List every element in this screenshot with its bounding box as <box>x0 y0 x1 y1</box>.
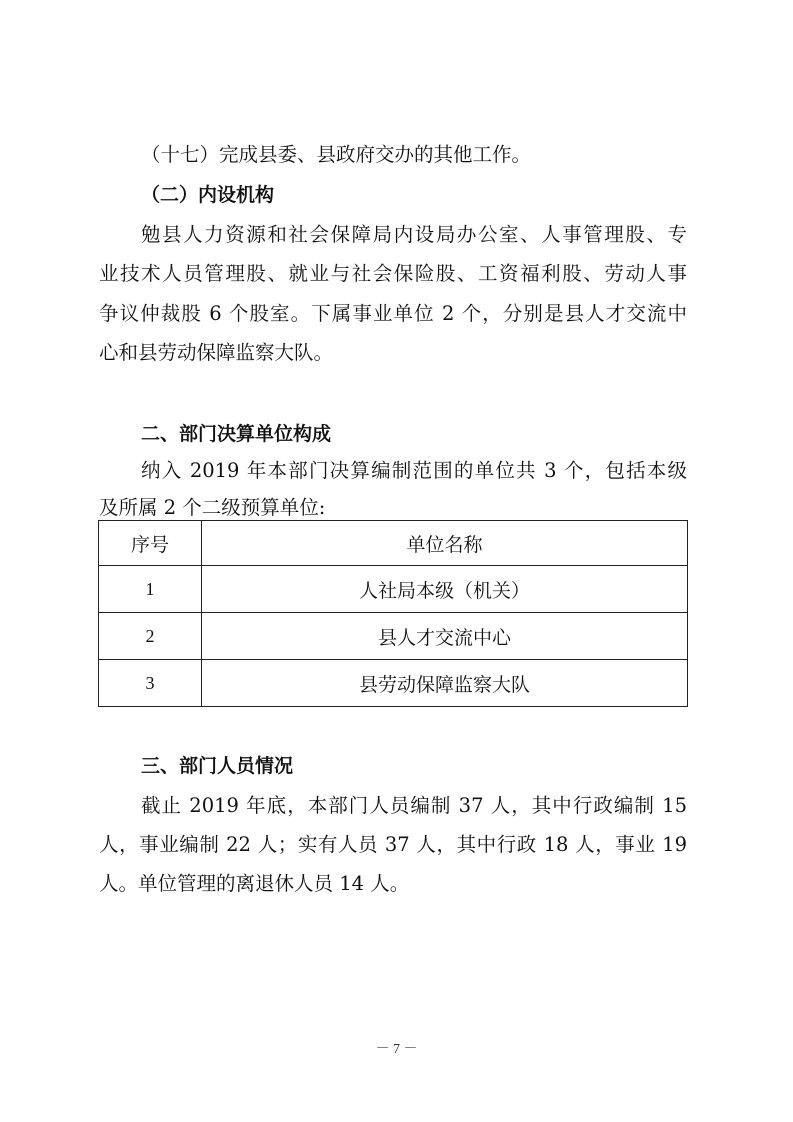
table-row <box>99 613 688 660</box>
section-heading-3: 三、部门人员情况 <box>141 755 294 777</box>
section-heading-2: 二、部门决算单位构成 <box>141 423 332 445</box>
para-line: 截止 2019 年底，本部门人员编制 37 人，其中行政编制 15 <box>141 794 687 817</box>
table-row <box>99 566 688 613</box>
para-line: 人。单位管理的离退休人员 14 人。 <box>99 872 410 895</box>
row-index: 2 <box>99 613 202 660</box>
row-unit-name: 县人才交流中心 <box>202 613 688 660</box>
para-line: 纳入 2019 年本部门决算编制范围的单位共 3 个，包括本级 <box>141 459 687 482</box>
item-17: （十七）完成县委、县政府交办的其他工作。 <box>141 143 532 166</box>
header-unit-name: 单位名称 <box>202 521 688 566</box>
row-index: 1 <box>99 566 202 613</box>
row-unit-name: 县劳动保障监察大队 <box>202 660 688 707</box>
subheading-internal-units: （二）内设机构 <box>141 184 275 206</box>
para-line: 心和县劳动保障监察大队。 <box>99 341 334 364</box>
table-header-row <box>99 521 688 566</box>
para-line: 及所属 2 个二级预算单位: <box>99 496 326 519</box>
row-unit-name: 人社局本级（机关） <box>202 566 688 613</box>
header-index: 序号 <box>99 521 202 566</box>
table-row <box>99 660 688 707</box>
page-number: － 7 － <box>375 1042 418 1057</box>
para-line: 业技术人员管理股、就业与社会保险股、工资福利股、劳动人事 <box>99 262 687 285</box>
unit-table <box>98 520 688 707</box>
para-line: 勉县人力资源和社会保障局内设局办公室、人事管理股、专 <box>141 223 687 246</box>
para-line: 争议仲裁股 6 个股室。下属事业单位 2 个，分别是县人才交流中 <box>99 302 687 325</box>
row-index: 3 <box>99 660 202 707</box>
para-line: 人，事业编制 22 人；实有人员 37 人，其中行政 18 人，事业 19 <box>99 833 687 856</box>
